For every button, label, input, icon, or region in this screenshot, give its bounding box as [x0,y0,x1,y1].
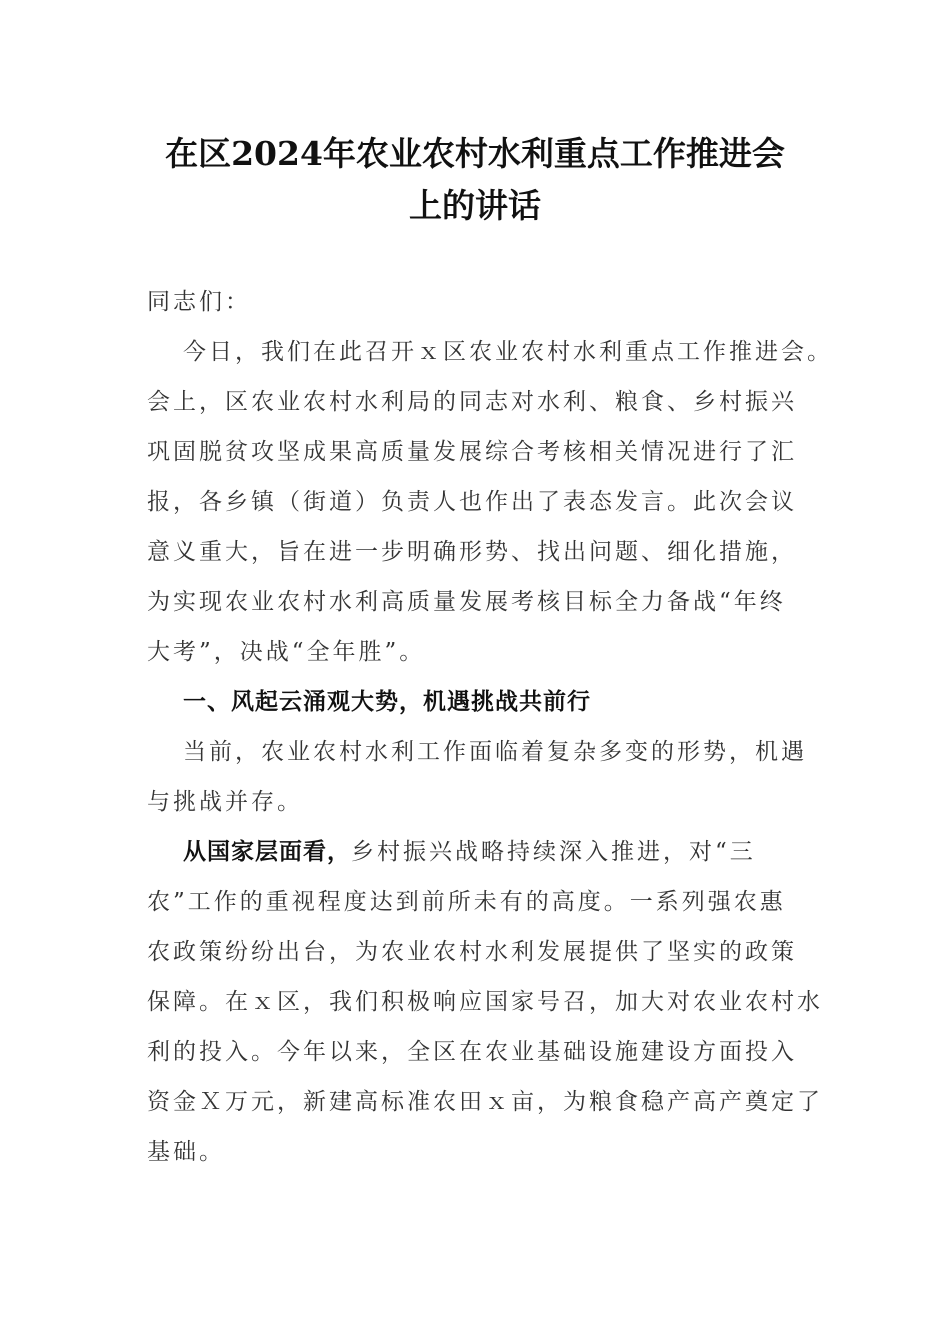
paragraph-1 [147,327,833,677]
paragraph-3-lead: 从国家层面看， [183,838,351,865]
paragraph-3-first-rest: 乡村振兴战略持续深入推进，对“三 [351,839,756,865]
paragraph-2 [147,727,807,827]
paragraph-3-line: 保障。在ｘ区，我们积极响应国家号召，加大对农业农村水 [147,989,823,1015]
paragraph-3-line: 资金Ｘ万元，新建高标准农田ｘ亩，为粮食稳产高产奠定了 [147,1089,823,1115]
title-line-2: 上的讲话 [409,186,541,225]
paragraph-1-line: 巩固脱贫攻坚成果高质量发展综合考核相关情况进行了汇 [147,439,797,465]
paragraph-1-line: 大考”，决战“全年胜”。 [147,639,426,665]
paragraph-3-line: 农政策纷纷出台，为农业农村水利发展提供了坚实的政策 [147,939,797,965]
paragraph-1-line: 今日，我们在此召开ｘ区农业农村水利重点工作推进会。 [183,339,833,365]
paragraph-3-line: 基础。 [147,1139,225,1165]
title-line-1: 在区2024年农业农村水利重点工作推进会 [165,134,785,173]
paragraph-3-first-line [147,827,807,877]
document-body [147,277,833,1177]
paragraph-1-line: 为实现农业农村水利高质量发展考核目标全力备战“年终 [147,589,786,615]
section-heading-1: 一、风起云涌观大势，机遇挑战共前行 [183,688,591,715]
paragraph-1-line: 报，各乡镇（街道）负责人也作出了表态发言。此次会议 [147,489,797,515]
salutation: 同志们： [147,289,251,315]
paragraph-2-line: 与挑战并存。 [147,789,303,815]
paragraph-2-line: 当前，农业农村水利工作面临着复杂多变的形势，机遇 [183,739,807,765]
paragraph-3-line: 农”工作的重视程度达到前所未有的高度。一系列强农惠 [147,889,786,915]
paragraph-1-line: 意义重大，旨在进一步明确形势、找出问题、细化措施， [147,539,797,565]
paragraph-1-line: 会上，区农业农村水利局的同志对水利、粮食、乡村振兴 [147,389,797,415]
paragraph-3 [147,827,823,1177]
paragraph-3-line: 利的投入。今年以来，全区在农业基础设施建设方面投入 [147,1039,797,1065]
document-title [120,128,830,232]
